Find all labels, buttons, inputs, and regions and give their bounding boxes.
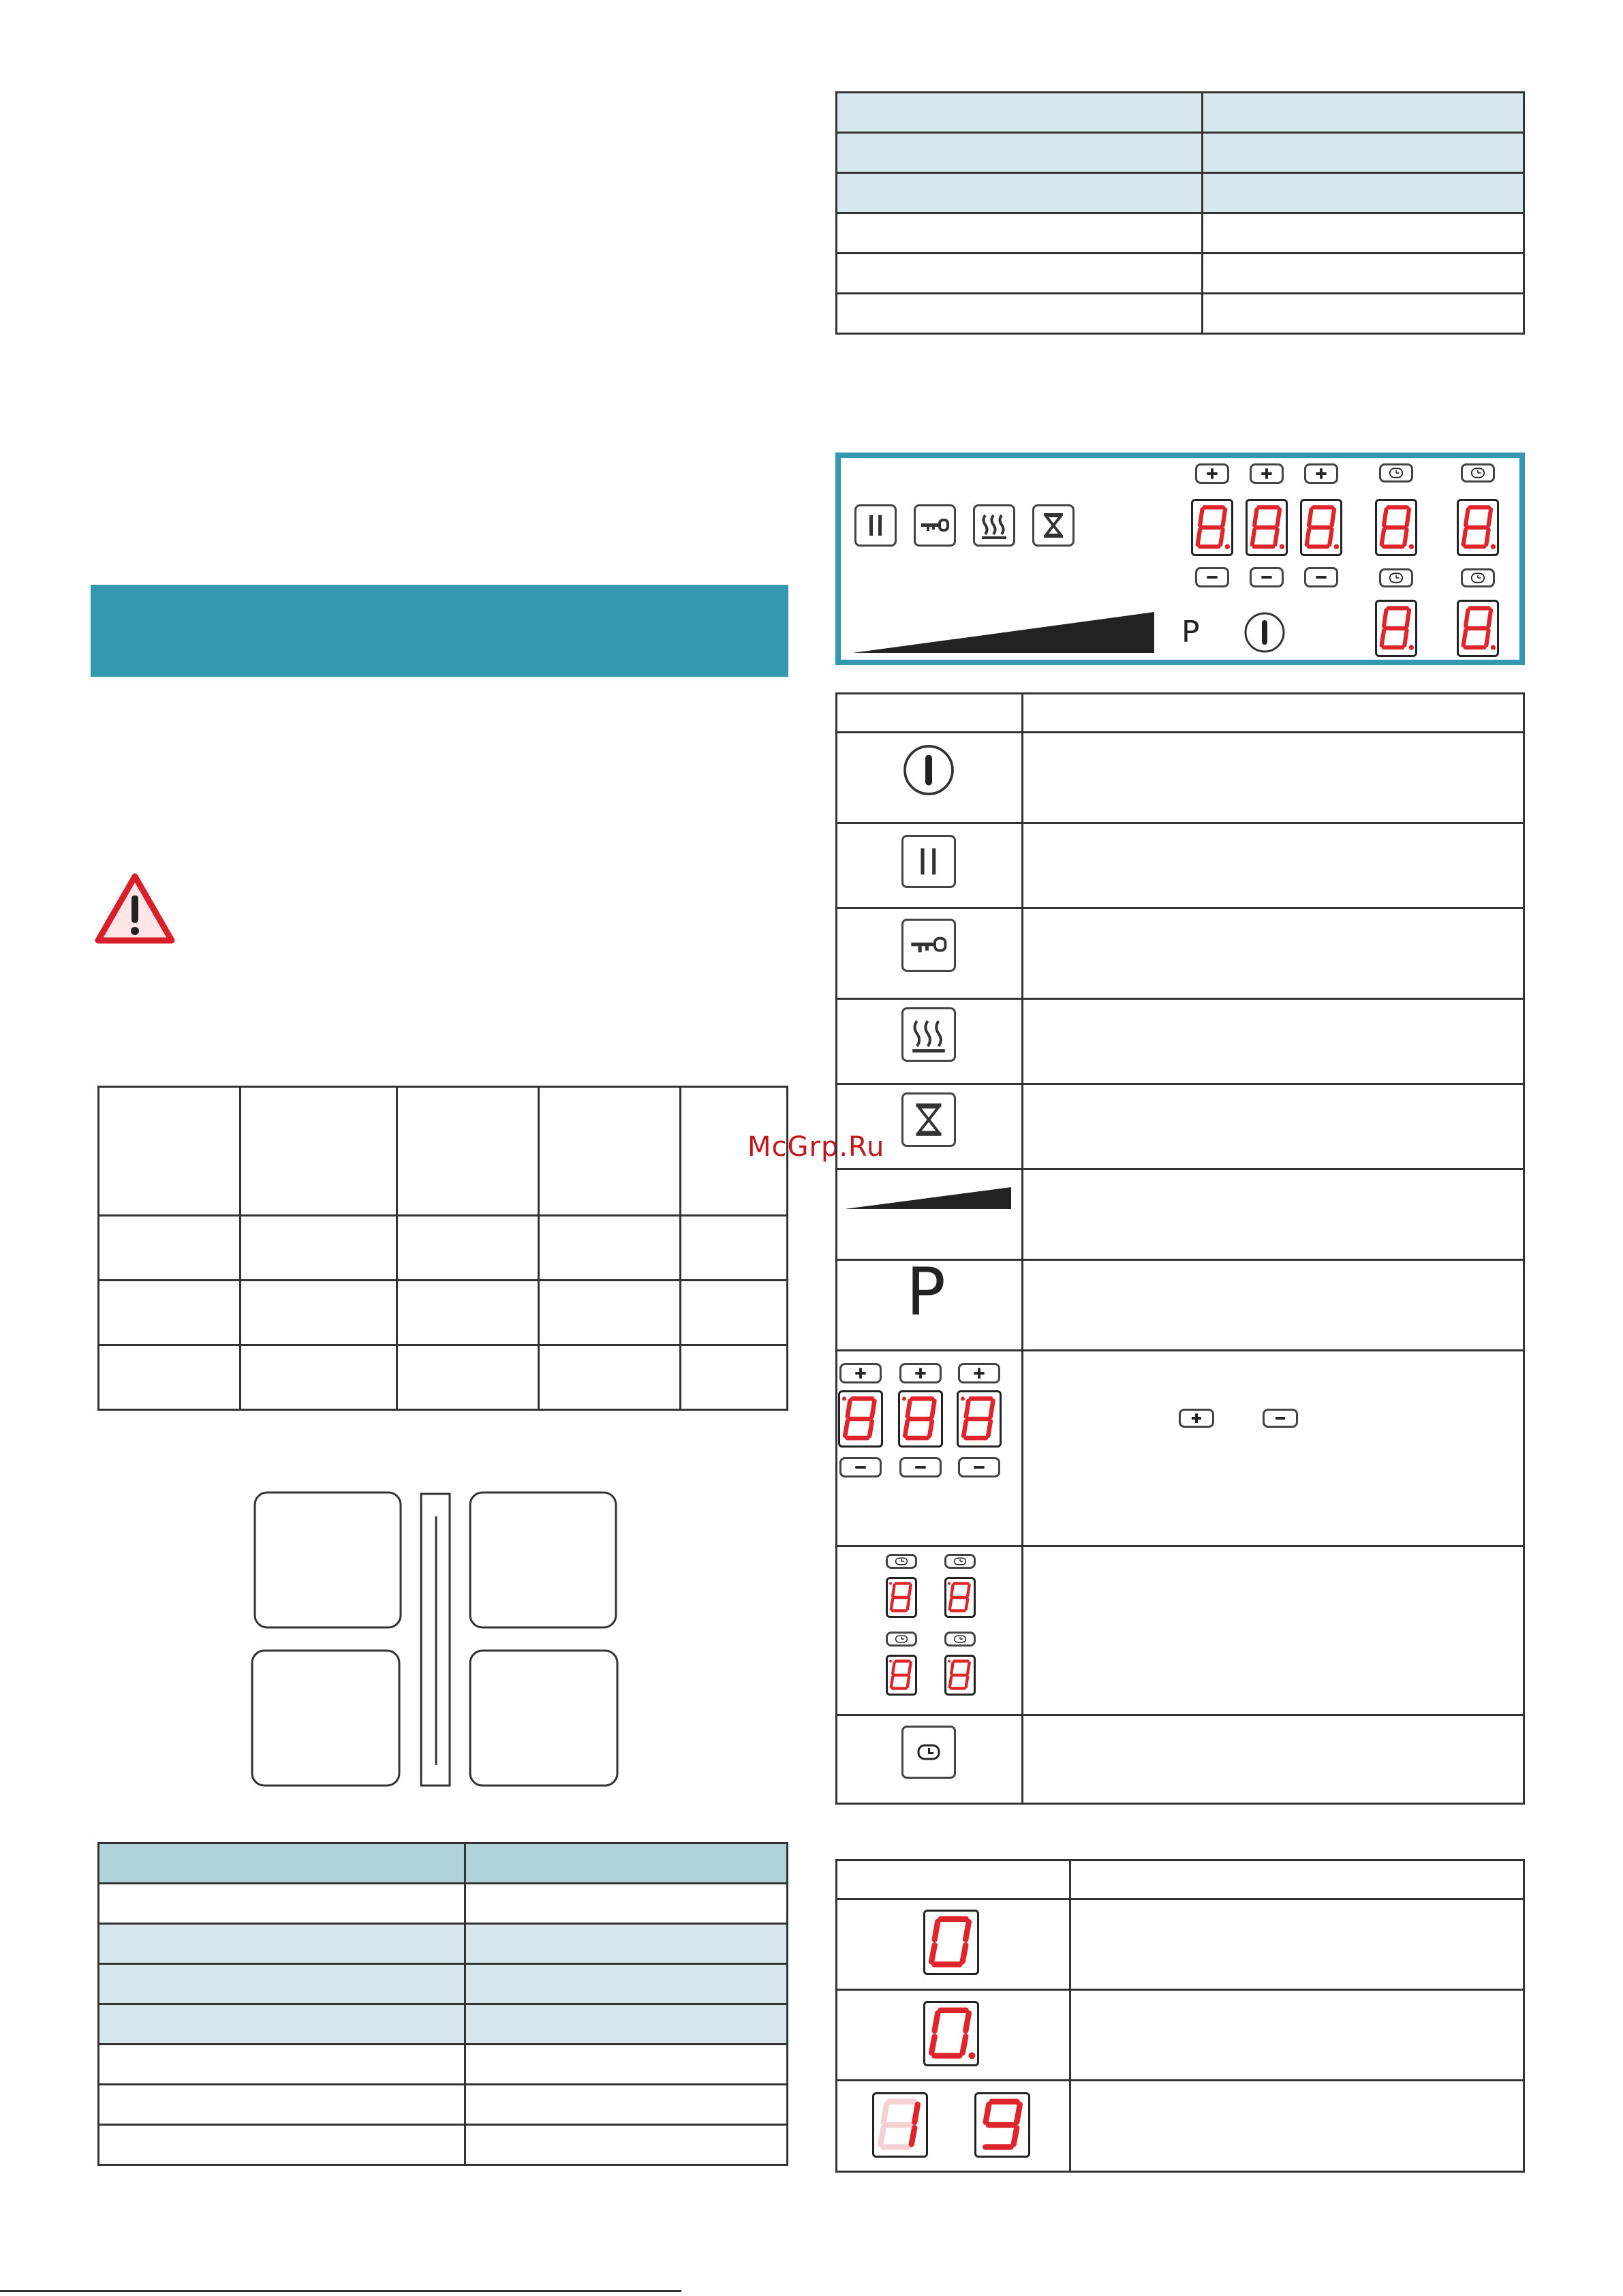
- segment-f: [1466, 610, 1468, 626]
- segment-e: [983, 2128, 986, 2144]
- decimal-point: [1334, 544, 1339, 549]
- segment-e: [931, 2036, 935, 2053]
- timer-2-display: [1457, 499, 1499, 556]
- legend-clock-icon: [901, 1726, 956, 1779]
- zone-2-minus-key[interactable]: [1250, 567, 1284, 587]
- zone-2-display: [1246, 499, 1288, 556]
- timer-3-clock-key[interactable]: [1379, 568, 1413, 587]
- minus-icon: [1306, 569, 1336, 585]
- legend-timer-hourglass-icon: [901, 1092, 956, 1147]
- timer-2-clock-key[interactable]: [1461, 463, 1495, 483]
- legend-zone-display-a: [838, 1390, 883, 1448]
- segment-b: [965, 1922, 969, 1940]
- clock-icon: [888, 1634, 915, 1644]
- segment-f: [1309, 509, 1311, 525]
- segment-e: [1252, 530, 1254, 545]
- plus-icon: [901, 1365, 940, 1381]
- segment-c: [1404, 530, 1406, 545]
- segment-f: [1254, 509, 1256, 525]
- legend-timer-clock-key-4: [944, 1632, 976, 1647]
- legend-minus-key-a: [839, 1457, 882, 1478]
- zone-2-plus-key[interactable]: [1250, 463, 1284, 484]
- segment-c: [908, 1677, 909, 1687]
- segment-b: [965, 2013, 969, 2031]
- segment-e: [1382, 530, 1384, 545]
- segment-f: [1384, 509, 1386, 525]
- segment-f: [951, 1663, 953, 1674]
- legend-inline-minus-key: [1263, 1409, 1298, 1428]
- segment-f: [951, 1585, 953, 1596]
- cooking-zones-table: [97, 1086, 788, 1411]
- legend-minus-key-b: [899, 1457, 942, 1478]
- legend-minus-key-c: [958, 1457, 1000, 1478]
- segment-e: [931, 1945, 935, 1961]
- watermark-text: McGrp.Ru: [747, 1131, 885, 1163]
- control-panel: [835, 453, 1525, 665]
- segment-c: [963, 1945, 966, 1961]
- minus-icon: [901, 1459, 940, 1475]
- segment-c: [908, 1599, 909, 1609]
- technical-data-table: [835, 91, 1525, 335]
- clock-icon: [1381, 570, 1411, 585]
- section-heading-banner: [91, 585, 788, 677]
- clock-icon: [1463, 465, 1493, 480]
- segment-b: [1017, 2104, 1020, 2122]
- legend-zone-display-b: [898, 1390, 943, 1448]
- segment-e: [1307, 530, 1309, 545]
- zone-3-plus-key[interactable]: [1304, 463, 1338, 484]
- segment-b: [872, 1401, 875, 1417]
- segment-b: [1407, 610, 1409, 626]
- segment-b: [932, 1401, 935, 1417]
- legend-zone-display-c: [957, 1390, 1002, 1448]
- minus-icon: [1252, 569, 1282, 585]
- segment-f: [1384, 610, 1386, 626]
- decimal-point: [968, 2052, 975, 2059]
- legend-keep-warm-icon: [901, 1007, 956, 1062]
- segment-b: [909, 1663, 910, 1674]
- segment-c: [963, 2036, 966, 2053]
- segment-f: [935, 1922, 938, 1940]
- zone-1-display: [1191, 499, 1233, 556]
- segment-f: [1200, 509, 1202, 525]
- segment-c: [912, 2128, 915, 2144]
- segment-b: [968, 1663, 969, 1674]
- specifications-table: [97, 1842, 788, 2166]
- zone-controls: [841, 458, 1522, 662]
- status-digit-zero-dot: [923, 2001, 979, 2066]
- segment-b: [1407, 509, 1409, 525]
- segment-e: [963, 1421, 966, 1435]
- segment-b: [1278, 509, 1280, 525]
- decimal-point: [1280, 544, 1284, 549]
- warning-triangle-icon: [94, 872, 176, 947]
- segment-b: [1223, 509, 1225, 525]
- decimal-point: [1491, 645, 1496, 649]
- plus-icon: [1252, 465, 1282, 482]
- clock-icon: [946, 1634, 974, 1644]
- timer-3-display: [1375, 600, 1417, 657]
- legend-timer-clock-key-2: [944, 1554, 976, 1569]
- segment-c: [1404, 630, 1406, 645]
- status-digit-zero: [923, 1910, 979, 1975]
- plus-icon: [960, 1365, 998, 1381]
- indicator-dot: [889, 1660, 892, 1663]
- segment-c: [1486, 530, 1488, 545]
- segment-b: [1489, 509, 1491, 525]
- timer-1-display: [1375, 499, 1417, 556]
- legend-power-on-icon: [901, 743, 956, 797]
- segment-b: [991, 1401, 993, 1417]
- decimal-point: [1409, 645, 1414, 649]
- p-boost-label[interactable]: P: [1181, 615, 1200, 649]
- indicator-dot: [961, 1396, 965, 1400]
- indicator-dot: [889, 1582, 892, 1585]
- segment-f: [893, 1585, 894, 1596]
- segment-e: [1198, 530, 1200, 545]
- legend-inline-plus-key: [1179, 1409, 1214, 1428]
- segment-f: [893, 1663, 894, 1674]
- plus-icon: [1306, 465, 1336, 482]
- legend-timer-display-1: [886, 1577, 917, 1618]
- legend-plus-key-b: [899, 1363, 942, 1383]
- segment-f: [848, 1401, 850, 1417]
- minus-icon: [960, 1459, 998, 1475]
- indicator-dot: [842, 1396, 846, 1400]
- legend-timer-display-3: [886, 1655, 917, 1696]
- segment-e: [845, 1421, 848, 1435]
- segment-c: [1014, 2128, 1017, 2144]
- segment-b: [914, 2104, 918, 2122]
- clock-icon: [888, 1556, 915, 1567]
- page-footer-rule: [0, 2290, 681, 2292]
- segment-b: [1332, 509, 1334, 525]
- timer-1-clock-key[interactable]: [1379, 463, 1413, 483]
- segment-b: [968, 1585, 969, 1596]
- timer-4-display: [1457, 600, 1499, 657]
- hob-zone-diagram: [245, 1486, 627, 1792]
- legend-plus-key-a: [839, 1363, 882, 1383]
- segment-c: [1486, 630, 1488, 645]
- segment-c: [869, 1421, 872, 1435]
- legend-key-lock-icon: [901, 919, 956, 972]
- segment-c: [1220, 530, 1222, 545]
- segment-c: [966, 1677, 968, 1687]
- segment-e: [1382, 630, 1384, 645]
- segment-e: [891, 1677, 893, 1687]
- decimal-point: [1225, 544, 1230, 549]
- segment-f: [986, 2104, 989, 2122]
- clock-icon: [1381, 465, 1411, 480]
- minus-icon: [1197, 569, 1227, 585]
- legend-zone-displays: [838, 1363, 1017, 1499]
- legend-timer-clock-key-3: [886, 1632, 917, 1647]
- status-digit-nine: [974, 2092, 1030, 2158]
- segment-f: [908, 1401, 910, 1417]
- segment-e: [1464, 630, 1466, 645]
- legend-power-slider-icon: [844, 1186, 1013, 1210]
- segment-e: [1464, 530, 1466, 545]
- indicator-dot: [948, 1582, 950, 1585]
- segment-f: [1466, 509, 1468, 525]
- segment-b: [909, 1585, 910, 1596]
- indicator-dot: [902, 1396, 906, 1400]
- status-digit-one: [872, 2092, 928, 2158]
- legend-plus-key-c: [958, 1363, 1000, 1383]
- segment-f: [884, 2104, 887, 2122]
- zone-3-minus-key[interactable]: [1304, 567, 1338, 587]
- segment-c: [1329, 530, 1331, 545]
- clock-icon: [946, 1556, 974, 1567]
- segment-c: [988, 1421, 991, 1435]
- zone-1-plus-key[interactable]: [1195, 463, 1229, 484]
- segment-e: [950, 1677, 951, 1687]
- segment-c: [1275, 530, 1277, 545]
- segment-f: [935, 2013, 938, 2031]
- segment-c: [966, 1599, 968, 1609]
- legend-timer-display-4: [944, 1655, 976, 1696]
- segment-c: [929, 1421, 932, 1435]
- segment-f: [966, 1401, 969, 1417]
- plus-icon: [1197, 465, 1227, 482]
- plus-icon: [841, 1365, 880, 1381]
- decimal-point: [1409, 544, 1414, 549]
- minus-icon: [841, 1459, 880, 1475]
- segment-b: [1489, 610, 1491, 626]
- zone-3-display: [1300, 499, 1342, 556]
- clock-icon: [1463, 570, 1493, 585]
- legend-p-label: P: [906, 1254, 946, 1330]
- legend-timer-displays: [879, 1554, 988, 1704]
- segment-e: [880, 2128, 884, 2144]
- legend-pause-icon: [901, 835, 956, 888]
- indicator-dot: [948, 1660, 950, 1663]
- segment-e: [891, 1599, 893, 1609]
- timer-4-clock-key[interactable]: [1461, 568, 1495, 587]
- decimal-point: [1491, 544, 1496, 549]
- segment-e: [950, 1599, 951, 1609]
- legend-timer-display-2: [944, 1577, 976, 1618]
- legend-timer-clock-key-1: [886, 1554, 917, 1569]
- zone-1-minus-key[interactable]: [1195, 567, 1229, 587]
- segment-e: [905, 1421, 908, 1435]
